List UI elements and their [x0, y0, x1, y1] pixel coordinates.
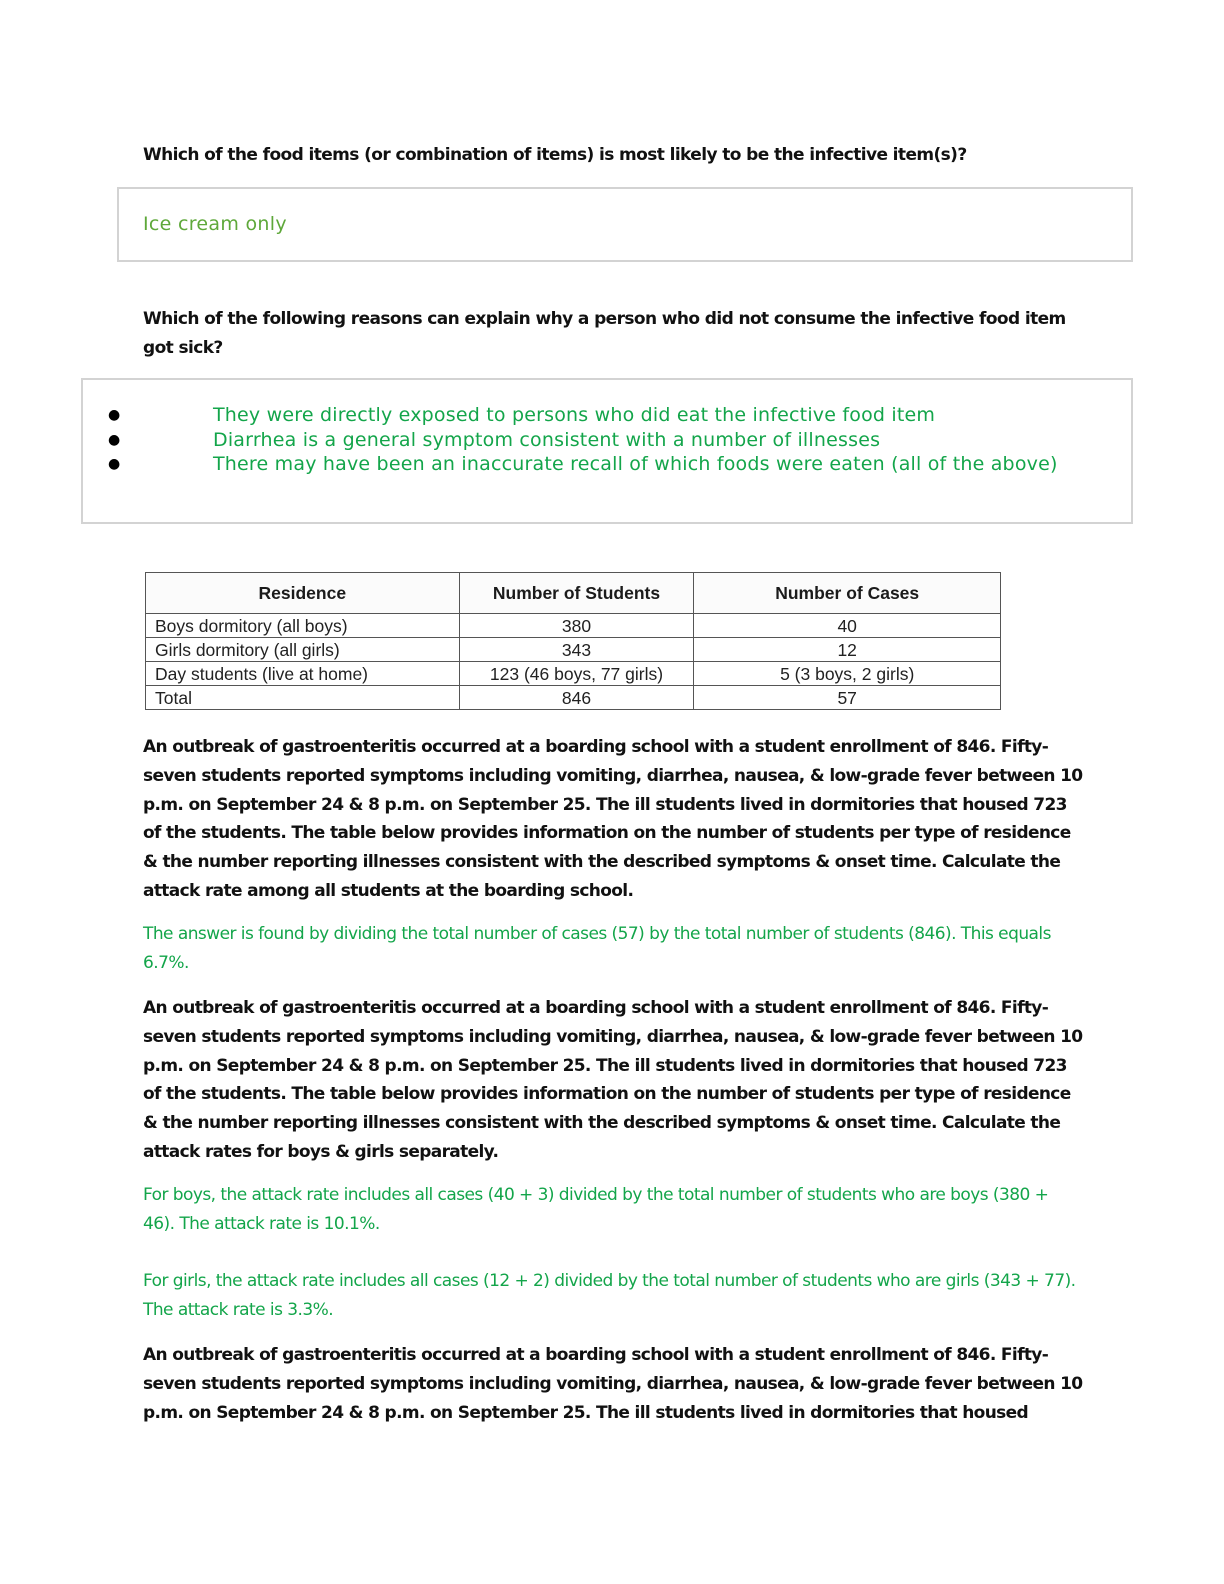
question-2-prompt: Which of the following reasons can explain why a person who did not consume the infective food item got sick?: [143, 309, 1066, 358]
answer-1-text: Ice cream only: [143, 213, 287, 235]
cell-students: 380: [459, 614, 694, 638]
bullet-icon: ●: [108, 407, 121, 423]
table-row: [146, 614, 1001, 638]
header-number-of-cases: Number of Cases: [694, 573, 1001, 614]
question-3-answer: The answer is found by dividing the total number of cases (57) by the total number of students (846). This equals 6.7%.: [143, 924, 1051, 973]
list-item: [83, 428, 1083, 453]
table-header-row: [146, 573, 1001, 614]
cell-residence: Boys dormitory (all boys): [146, 614, 460, 638]
question-4-answer-boys: For boys, the attack rate includes all cases (40 + 3) divided by the total number of students who are boys (380 + 46). The attack rate is 10.1%.: [143, 1185, 1049, 1234]
question-4-prompt: An outbreak of gastroenteritis occurred at a boarding school with a student enrollment of 846. Fifty-seven students reported symptoms including vomiting, diarrhea, nausea, & low-grade fever between 10 p.m. on September 24 & 8 p.m. on September 25. The ill students lived in dormitories that housed 723 of the students. The table below provides information on the number of students per type of residence & the number reporting illnesses consistent with the described symptoms & onset time. Calculate the attack rates for boys & girls separately.: [143, 998, 1083, 1162]
cell-students: 123 (46 boys, 77 girls): [459, 662, 694, 686]
question-1-prompt: Which of the food items (or combination of items) is most likely to be the infective item(s)?: [143, 145, 967, 165]
cell-cases: 12: [694, 638, 1001, 662]
question-3-prompt: An outbreak of gastroenteritis occurred at a boarding school with a student enrollment of 846. Fifty-seven students reported symptoms including vomiting, diarrhea, nausea, & low-grade fever between 10 p.m. on September 24 & 8 p.m. on September 25. The ill students lived in dormitories that housed 723 of the students. The table below provides information on the number of students per type of residence & the number reporting illnesses consistent with the described symptoms & onset time. Calculate the attack rate among all students at the boarding school.: [143, 737, 1083, 901]
cell-students: 846: [459, 686, 694, 710]
question-4-answer-girls: For girls, the attack rate includes all cases (12 + 2) divided by the total number of students who are girls (343 + 77). The attack rate is 3.3%.: [143, 1271, 1076, 1320]
cell-residence: Total: [146, 686, 460, 710]
cell-residence: Girls dormitory (all girls): [146, 638, 460, 662]
cell-cases: 57: [694, 686, 1001, 710]
bullet-icon: ●: [108, 431, 121, 448]
table-row-total: [146, 686, 1001, 710]
cell-students: 343: [459, 638, 694, 662]
cell-cases: 40: [694, 614, 1001, 638]
list-item: [83, 452, 1083, 477]
header-number-of-students: Number of Students: [459, 573, 694, 614]
bullet-icon: ●: [108, 456, 121, 472]
cell-cases: 5 (3 boys, 2 girls): [694, 662, 1001, 686]
table-row: [146, 662, 1001, 686]
list-item-text: They were directly exposed to persons who did eat the infective food item: [213, 404, 936, 426]
header-residence: Residence: [146, 573, 460, 614]
residence-cases-table: [145, 572, 1001, 710]
list-item: [83, 403, 1083, 428]
table-row: [146, 638, 1001, 662]
answer-box-1: [117, 187, 1133, 262]
question-5-prompt: An outbreak of gastroenteritis occurred at a boarding school with a student enrollment of 846. Fifty-seven students reported symptoms including vomiting, diarrhea, nausea, & low-grade fever between 10 p.m. on September 24 & 8 p.m. on September 25. The ill students lived in dormitories that housed: [143, 1345, 1083, 1423]
list-item-text: Diarrhea is a general symptom consistent with a number of illnesses: [213, 428, 881, 451]
list-item-text: There may have been an inaccurate recall of which foods were eaten (all of the above): [213, 453, 1058, 475]
cell-residence: Day students (live at home): [146, 662, 460, 686]
answer-2-list: [83, 403, 1083, 477]
answer-box-2: [81, 378, 1133, 524]
